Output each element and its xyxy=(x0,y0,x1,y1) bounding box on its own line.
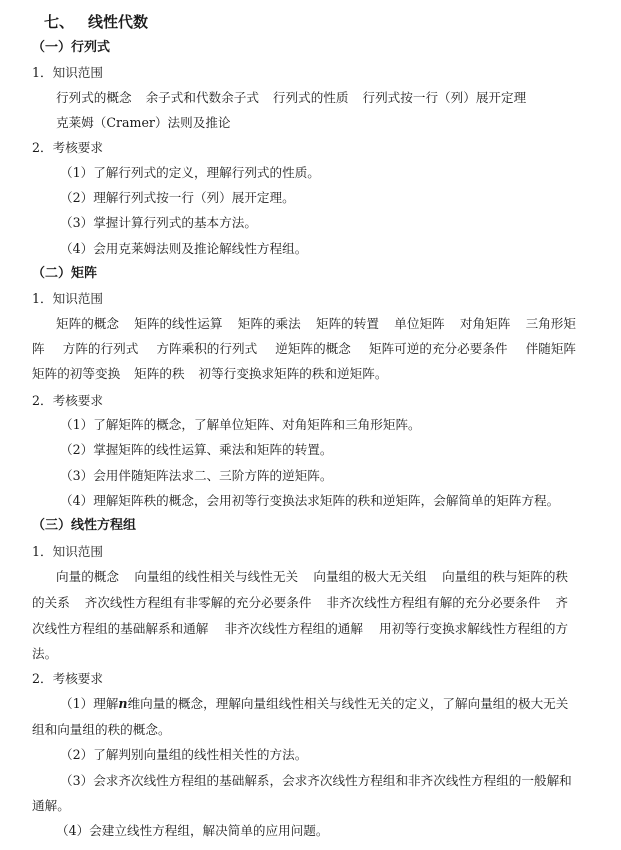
scope-line xyxy=(56,89,526,107)
scope-topic: 行列式按一行（列）展开定理 xyxy=(362,90,527,105)
scope-label: 1．知识范围 xyxy=(32,65,103,80)
scope-topic: 次线性方程组的基础解系和通解 xyxy=(32,621,209,636)
variable-n: n xyxy=(118,696,128,711)
scope-line xyxy=(32,594,568,612)
requirement-item: （2）了解判别向量组的线性相关性的方法。 xyxy=(60,747,308,762)
scope-topic: 逆矩阵的概念 xyxy=(275,341,351,356)
scope-topic: 方阵的行列式 xyxy=(62,341,139,356)
requirement-item: （2）掌握矩阵的线性运算、乘法和矩阵的转置。 xyxy=(60,442,333,457)
scope-topic: 行列式的概念 xyxy=(56,90,132,105)
requirement-continuation: 通解。 xyxy=(32,798,70,813)
requirement-text: 维向量的概念，理解向量组线性相关与线性无关的定义，了解向量组的极大无关 xyxy=(127,696,569,711)
scope-topic: 齐次线性方程组有非零解的充分必要条件 xyxy=(84,595,312,610)
scope-line xyxy=(32,365,387,383)
scope-topic: 矩阵可逆的充分必要条件 xyxy=(368,341,508,356)
scope-topic: 对角矩阵 xyxy=(459,316,511,331)
scope-topic: 阵 xyxy=(32,341,45,356)
scope-line xyxy=(56,315,576,333)
scope-line xyxy=(32,620,568,638)
scope-topic: 克莱姆（Cramer）法则及推论 xyxy=(56,115,231,130)
scope-line xyxy=(56,114,231,132)
scope-topic: 余子式和代数余子式 xyxy=(145,90,259,105)
scope-line xyxy=(56,568,568,586)
scope-topic: 非齐次线性方程组有解的充分必要条件 xyxy=(326,595,541,610)
requirement-item: （4）会建立线性方程组，解决简单的应用问题。 xyxy=(56,823,329,838)
requirement-item: （4）会用克莱姆法则及推论解线性方程组。 xyxy=(60,241,308,256)
requirements-label: 2．考核要求 xyxy=(32,140,103,155)
scope-line xyxy=(32,645,57,663)
scope-topic: 向量的概念 xyxy=(56,569,119,584)
scope-topic: 矩阵的初等变换 xyxy=(32,366,121,381)
scope-topic: 单位矩阵 xyxy=(394,316,445,331)
chapter-heading xyxy=(44,12,148,32)
requirement-item: （4）理解矩阵秩的概念，会用初等行变换法求矩阵的秩和逆矩阵，会解简单的矩阵方程。 xyxy=(60,493,560,508)
requirements-label: 2．考核要求 xyxy=(32,671,103,686)
scope-topic: 非齐次线性方程组的通解 xyxy=(224,621,363,636)
section-heading-determinant: （一）行列式 xyxy=(32,40,111,55)
requirement-continuation: 组和向量组的秩的概念。 xyxy=(32,722,171,737)
scope-topic: 法。 xyxy=(32,646,58,661)
requirement-item: （1）了解矩阵的概念，了解单位矩阵、对角矩阵和三角形矩阵。 xyxy=(60,417,421,432)
scope-topic: 齐 xyxy=(555,595,568,610)
scope-topic: 矩阵的乘法 xyxy=(237,316,301,331)
scope-topic: 用初等行变换求解线性方程组的方 xyxy=(379,621,568,636)
section-heading-matrix: （二）矩阵 xyxy=(32,266,98,281)
scope-topic: 矩阵的秩 xyxy=(134,366,185,381)
requirement-item: （3）会用伴随矩阵法求二、三阶方阵的逆矩阵。 xyxy=(60,468,333,483)
scope-topic: 矩阵的概念 xyxy=(56,316,119,331)
requirement-item xyxy=(60,695,568,713)
chapter-number: 七、 xyxy=(44,13,75,31)
requirements-label: 2．考核要求 xyxy=(32,393,103,408)
scope-topic: 初等行变换求矩阵的秩和逆矩阵。 xyxy=(198,366,388,381)
scope-label: 1．知识范围 xyxy=(32,544,103,559)
scope-label: 1．知识范围 xyxy=(32,291,103,306)
requirement-item: （3）会求齐次线性方程组的基础解系，会求齐次线性方程组和非齐次线性方程组的一般解和 xyxy=(60,773,572,788)
chapter-title: 线性代数 xyxy=(88,13,149,31)
requirement-item: （1）了解行列式的定义，理解行列式的性质。 xyxy=(60,165,320,180)
requirement-item: （2）理解行列式按一行（列）展开定理。 xyxy=(60,190,295,205)
scope-topic: 的关系 xyxy=(32,595,70,610)
scope-topic: 伴随矩阵 xyxy=(525,341,576,356)
requirement-text: （1）理解 xyxy=(60,696,119,711)
scope-topic: 行列式的性质 xyxy=(272,90,349,105)
scope-topic: 向量组的线性相关与线性无关 xyxy=(134,569,299,584)
scope-topic: 向量组的秩与矩阵的秩 xyxy=(442,569,568,584)
scope-topic: 向量组的极大无关组 xyxy=(313,569,427,584)
requirement-item: （3）掌握计算行列式的基本方法。 xyxy=(60,215,257,230)
scope-topic: 三角形矩 xyxy=(525,316,576,331)
section-heading-linear-systems: （三）线性方程组 xyxy=(32,518,137,533)
scope-topic: 矩阵的线性运算 xyxy=(134,316,223,331)
scope-topic: 方阵乘积的行列式 xyxy=(156,341,258,356)
scope-topic: 矩阵的转置 xyxy=(315,316,379,331)
scope-line xyxy=(32,340,576,358)
